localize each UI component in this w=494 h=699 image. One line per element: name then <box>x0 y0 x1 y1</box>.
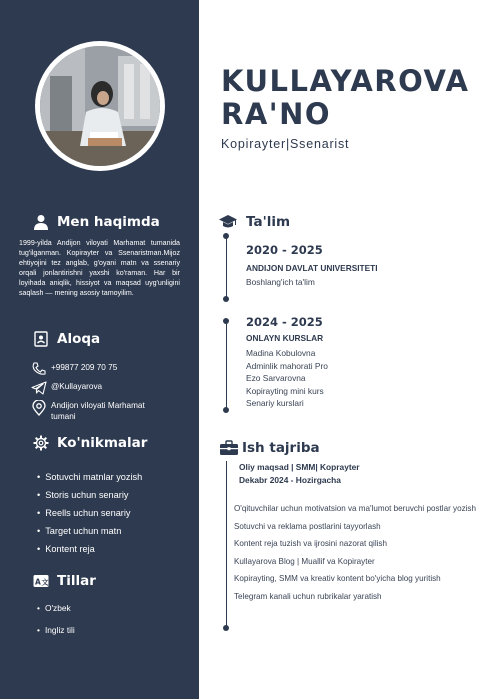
experience-title: Ish tajriba <box>242 440 320 456</box>
list-item: • Ingliz tili <box>37 619 75 641</box>
timeline-line <box>226 461 227 628</box>
timeline-dot <box>223 625 229 631</box>
profile-photo-frame <box>35 41 165 171</box>
skills-title: Ko'nikmalar <box>57 435 148 451</box>
sidebar <box>0 0 199 699</box>
languages-heading <box>33 573 96 589</box>
education-detail-2 <box>246 347 328 410</box>
education-detail-1: Boshlang'ich ta'lim <box>246 277 315 287</box>
list-item: Telegram kanali uchun rubrikalar yaratish <box>234 591 382 601</box>
list-item: • O'zbek <box>37 597 75 619</box>
education-heading <box>219 214 290 230</box>
education-org-2: ONLAYN KURSLAR <box>246 333 324 343</box>
experience-heading <box>219 440 320 456</box>
about-heading <box>33 214 160 230</box>
telegram-icon <box>31 381 47 395</box>
list-item: • Target uchun matn <box>37 522 142 540</box>
list-item: Senariy kurslari <box>246 398 304 408</box>
name-line-2: RA'NO <box>221 97 332 131</box>
contact-telegram-text: @Kullayarova <box>51 382 103 391</box>
timeline-line <box>226 233 227 301</box>
user-icon <box>33 214 49 230</box>
contact-phone-text: +99877 209 70 75 <box>51 363 118 372</box>
contact-heading <box>33 331 100 347</box>
list-item: Ezo Sarvarovna <box>246 373 306 383</box>
translate-icon <box>33 573 49 589</box>
contact-title: Aloqa <box>57 331 101 347</box>
list-item: • Sotuvchi matnlar yozish <box>37 468 142 486</box>
list-item: Madina Kobulovna <box>246 348 316 358</box>
contact-location-text: Andijon viloyati Marhamat tumani <box>51 401 145 421</box>
contact-telegram[interactable] <box>31 381 171 395</box>
job-title: Oliy maqsad | SMM| Koprayter <box>239 462 360 472</box>
timeline-dot <box>223 407 229 413</box>
about-text: 1999-yilda Andijon viloyati Marhamat tumanida tug'ilganman. Kopirayter va Ssenaristman.Mijoz ehtiyojini tez anglab, g'oyani matn va ssenariy orqali jonlantirishni yaxshi ko'raman. Har bir loyihada aniqlik, hissiyot va maqsad uyg'unligini saqlash — mening asosiy tamoyilim. <box>19 239 180 298</box>
location-icon <box>31 400 47 414</box>
skills-list <box>37 468 142 558</box>
about-title: Men haqimda <box>57 214 160 230</box>
name-line-1: KULLAYAROVA <box>221 64 470 98</box>
skills-heading <box>33 435 147 451</box>
experience-tasks <box>234 500 489 606</box>
timeline-dot <box>223 318 229 324</box>
education-years-1: 2020 - 2025 <box>246 243 323 257</box>
list-item: • Reells uchun senariy <box>37 504 142 522</box>
list-item: Kopirayting mini kurs <box>246 385 324 396</box>
address-book-icon <box>33 331 49 347</box>
briefcase-icon <box>219 440 239 456</box>
languages-title: Tillar <box>57 573 96 589</box>
education-years-2: 2024 - 2025 <box>246 315 323 329</box>
svg-text:A: A <box>35 577 41 587</box>
education-org-1: ANDIJON DAVLAT UNIVERSITETI <box>246 263 378 273</box>
graduation-cap-icon <box>219 214 237 230</box>
list-item: • Kontent reja <box>37 540 142 558</box>
svg-text:文: 文 <box>41 578 49 587</box>
job-role: Kopirayter|Ssenarist <box>221 137 350 151</box>
list-item: Kontent reja tuzish va ijrosini nazorat qilish <box>234 539 387 549</box>
contact-location <box>31 400 171 422</box>
name-title <box>221 65 469 131</box>
list-item: Kullayarova Blog | Muallif va Kopirayter <box>234 556 375 566</box>
list-item: Sotuvchi va reklama postlarini tayyorlash <box>234 521 381 531</box>
list-item: Adminlik mahorati Pro <box>246 360 328 371</box>
timeline-dot <box>223 233 229 239</box>
job-period: Dekabr 2024 - Hozirgacha <box>239 475 341 485</box>
contact-phone[interactable] <box>31 362 171 376</box>
phone-icon <box>31 362 47 376</box>
profile-photo <box>40 46 160 166</box>
list-item: • Storis uchun senariy <box>37 486 142 504</box>
list-item: O'qituvchilar uchun motivatsion va ma'lumot beruvchi postlar yozish <box>234 504 476 513</box>
education-title: Ta'lim <box>246 214 291 230</box>
gear-icon <box>33 435 49 451</box>
list-item: Kopirayting, SMM va kreativ kontent bo'yicha blog yuritish <box>234 574 441 584</box>
languages-list <box>37 597 75 641</box>
timeline-line <box>226 319 227 412</box>
timeline-dot <box>223 296 229 302</box>
